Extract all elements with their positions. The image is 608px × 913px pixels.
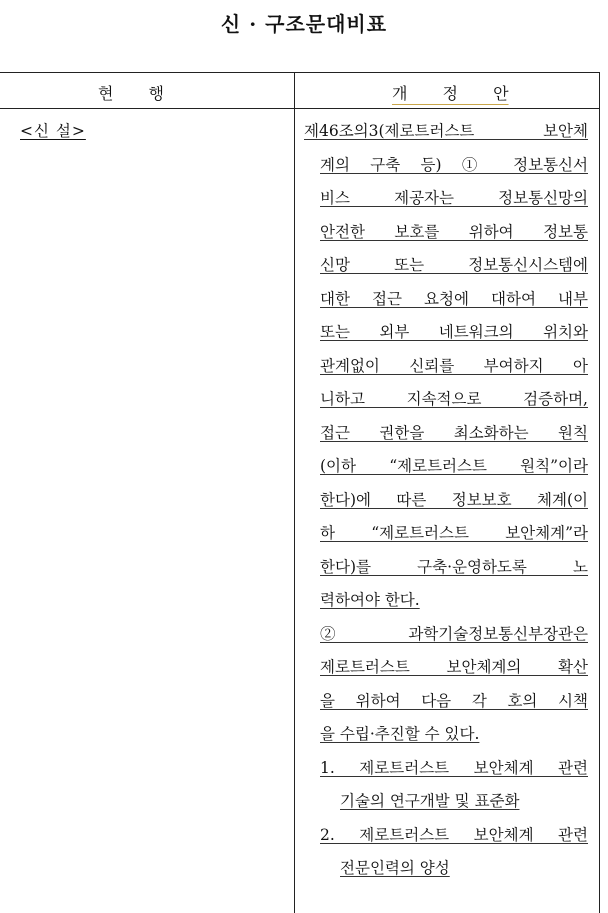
revised-text-body [304, 115, 588, 886]
column-divider [294, 73, 295, 913]
revised-line: 력하여야 한다. [320, 591, 420, 609]
table-header-row [0, 73, 600, 109]
revised-line: 1. 제로트러스트 보안체계 관련 [320, 758, 588, 777]
revised-line: 안전한 보호를 위하여 정보통 [320, 222, 588, 241]
revised-line: 대한 접근 요청에 대하여 내부 [320, 289, 588, 308]
revised-line: 2. 제로트러스트 보안체계 관련 [320, 825, 588, 844]
revised-line: 비스 제공자는 정보통신망의 [320, 189, 588, 207]
revised-line: 한다)에 따른 정보보호 체계(이 [320, 490, 588, 509]
revised-line: 신망 또는 정보통신시스템에 [320, 256, 588, 274]
comparison-table [0, 72, 600, 912]
revised-line: ② 과학기술정보통신부장관은 [320, 624, 588, 643]
revised-line: 니하고 지속적으로 검증하며, [320, 390, 588, 408]
table-right-border [599, 73, 600, 913]
revised-line: 기술의 연구개발 및 표준화 [340, 792, 520, 810]
revised-line: 계의 구축 등) ① 정보통신서 [320, 155, 588, 174]
revised-line: 제46조의3(제로트러스트 보안체 [304, 122, 588, 140]
revised-line: 관계없이 신뢰를 부여하지 아 [320, 356, 588, 375]
revised-line: 한다)를 구축·운영하도록 노 [320, 557, 588, 576]
header-current-law: 현 행 [98, 84, 164, 103]
header-revised-draft: 개 정 안 [392, 84, 509, 103]
revised-line: 접근 권한을 최소화하는 원칙 [320, 423, 588, 442]
revised-line: 전문인력의 양성 [340, 859, 450, 877]
revised-line: 을 수립·추진할 수 있다. [320, 725, 480, 743]
document-title: 신 · 구조문대비표 [220, 12, 388, 36]
revised-line: 하 “제로트러스트 보안체계”라 [320, 524, 588, 542]
revised-line: 제로트러스트 보안체계의 확산 [320, 658, 588, 676]
revised-line: 을 위하여 다음 각 호의 시책 [320, 691, 588, 710]
current-text-new-provision: <신 설> [20, 122, 86, 140]
revised-line: 또는 외부 네트워크의 위치와 [320, 323, 588, 341]
revised-line: (이하 “제로트러스트 원칙”이라 [320, 457, 588, 475]
